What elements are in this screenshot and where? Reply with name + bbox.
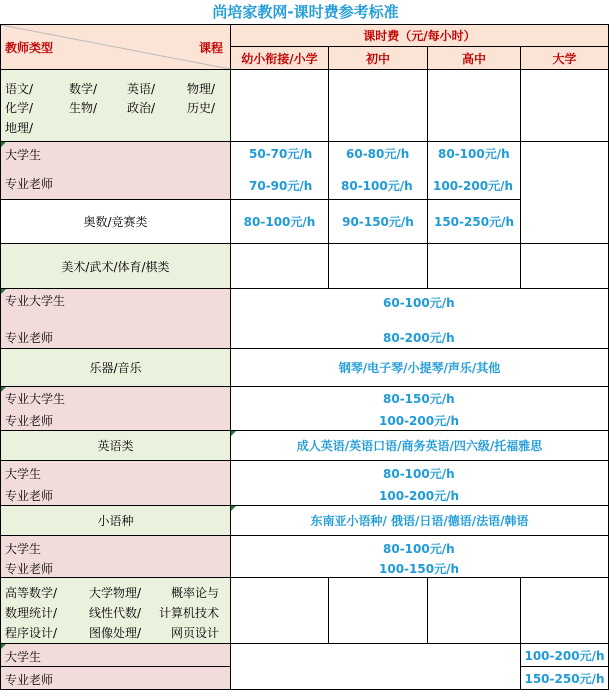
subject-item: 大学物理/ <box>89 586 142 600</box>
teacher-label: 专业老师 <box>5 177 54 191</box>
english-desc-cell: 成人英语/英语口语/商务英语/四六级/托福雅思 <box>231 431 609 461</box>
teacher-type-cell <box>0 142 231 200</box>
fee-value: 60-80元/h <box>346 147 410 161</box>
empty-cell <box>521 244 609 289</box>
subject-item: 概率论与 <box>171 586 220 600</box>
empty-cell <box>231 244 329 289</box>
english-teacher-type-cell <box>0 461 231 506</box>
college-student-fee: 100-200元/h <box>521 644 609 667</box>
col-header-primary: 幼小衔接/小学 <box>231 47 329 70</box>
subject-item: 数学/ <box>69 82 98 96</box>
college-teacher-cell <box>0 667 231 690</box>
minor-teacher-type-cell <box>0 536 231 578</box>
college-teacher-fee: 150-250元/h <box>521 667 609 690</box>
header-corner-cell <box>0 24 231 70</box>
empty-cell <box>521 142 609 244</box>
arts-label-cell: 美术/武术/体育/棋类 <box>0 244 231 289</box>
english-label-cell: 英语类 <box>0 431 231 461</box>
fee-cell: 80-100元/h <box>231 200 329 244</box>
fee-cell-junior <box>329 142 428 200</box>
fee-value: 80-200元/h <box>383 331 455 345</box>
fee-value: 80-150元/h <box>383 392 455 406</box>
subject-item: 网页设计 <box>171 626 220 640</box>
empty-cell <box>329 578 428 644</box>
fee-cell: 90-150元/h <box>329 200 428 244</box>
fee-value: 60-100元/h <box>383 296 455 310</box>
col-header-senior: 高中 <box>428 47 521 70</box>
music-teacher-type-cell <box>0 387 231 431</box>
empty-cell <box>428 70 521 142</box>
subjects-cell <box>0 70 231 142</box>
subject-item: 图像处理/ <box>89 626 142 640</box>
subject-item: 高等数学/ <box>5 586 58 600</box>
course-label: 课程 <box>199 41 224 55</box>
fee-value: 80-100元/h <box>438 147 510 161</box>
subject-item: 英语/ <box>127 82 156 96</box>
student-label: 大学生 <box>5 467 42 481</box>
subject-item: 线性代数/ <box>89 606 142 620</box>
subject-item: 物理/ <box>187 82 216 96</box>
fee-value: 80-100元/h <box>383 542 455 556</box>
minor-label-cell: 小语种 <box>0 506 231 536</box>
teacher-label: 专业老师 <box>5 562 54 576</box>
empty-cell <box>231 70 329 142</box>
teacher-label: 专业老师 <box>5 489 54 503</box>
fee-value: 80-100元/h <box>341 179 413 193</box>
page-title: 尚培家教网-课时费参考标准 <box>212 3 399 21</box>
subject-item: 计算机技术 <box>159 606 220 620</box>
fee-cell-primary <box>231 142 329 200</box>
empty-cell <box>428 244 521 289</box>
empty-cell <box>329 70 428 142</box>
col-header-junior: 初中 <box>329 47 428 70</box>
arts-fee-cell <box>231 289 609 349</box>
subject-item: 政治/ <box>127 101 156 115</box>
empty-cell <box>521 578 609 644</box>
student-label: 专业大学生 <box>5 294 66 308</box>
subject-item: 历史/ <box>187 101 216 115</box>
college-student-cell <box>0 644 231 667</box>
subject-item: 生物/ <box>69 101 98 115</box>
empty-cell <box>329 244 428 289</box>
fee-value: 100-200元/h <box>379 489 460 503</box>
teacher-label: 专业老师 <box>5 673 54 687</box>
music-fee-cell <box>231 387 609 431</box>
arts-teacher-type-cell <box>0 289 231 349</box>
fee-value: 100-150元/h <box>379 562 460 576</box>
olympiad-label-cell: 奥数/竞赛类 <box>0 200 231 244</box>
subject-item: 数理统计/ <box>5 606 58 620</box>
student-label: 大学生 <box>5 542 42 556</box>
student-label: 大学生 <box>5 148 42 162</box>
english-fee-cell <box>231 461 609 506</box>
empty-cell <box>231 578 329 644</box>
col-header-college: 大学 <box>521 47 609 70</box>
teacher-type-label: 教师类型 <box>5 41 54 55</box>
student-label: 大学生 <box>5 650 42 664</box>
subject-item: 程序设计/ <box>5 626 58 640</box>
college-subjects-cell <box>0 578 231 644</box>
minor-desc-cell: 东南亚小语种/ 俄语/日语/德语/法语/韩语 <box>231 506 609 536</box>
fee-group-header: 课时费（元/每小时） <box>231 24 609 47</box>
empty-cell <box>428 578 521 644</box>
teacher-label: 专业老师 <box>5 414 54 428</box>
fee-value: 70-90元/h <box>249 179 313 193</box>
fee-cell-senior <box>428 142 521 200</box>
music-desc-cell: 钢琴/电子琴/小提琴/声乐/其他 <box>231 349 609 387</box>
student-label: 专业大学生 <box>5 392 66 406</box>
subject-item: 化学/ <box>5 101 34 115</box>
fee-value: 50-70元/h <box>249 147 313 161</box>
fee-value: 80-100元/h <box>383 467 455 481</box>
fee-value: 100-200元/h <box>379 414 460 428</box>
minor-fee-cell <box>231 536 609 578</box>
teacher-label: 专业老师 <box>5 331 54 345</box>
fee-value: 100-200元/h <box>433 179 514 193</box>
empty-cell <box>231 644 521 690</box>
fee-cell: 150-250元/h <box>428 200 521 244</box>
subject-item: 语文/ <box>5 82 34 96</box>
subject-item: 地理/ <box>5 121 34 135</box>
music-label-cell: 乐器/音乐 <box>0 349 231 387</box>
empty-cell <box>521 70 609 142</box>
